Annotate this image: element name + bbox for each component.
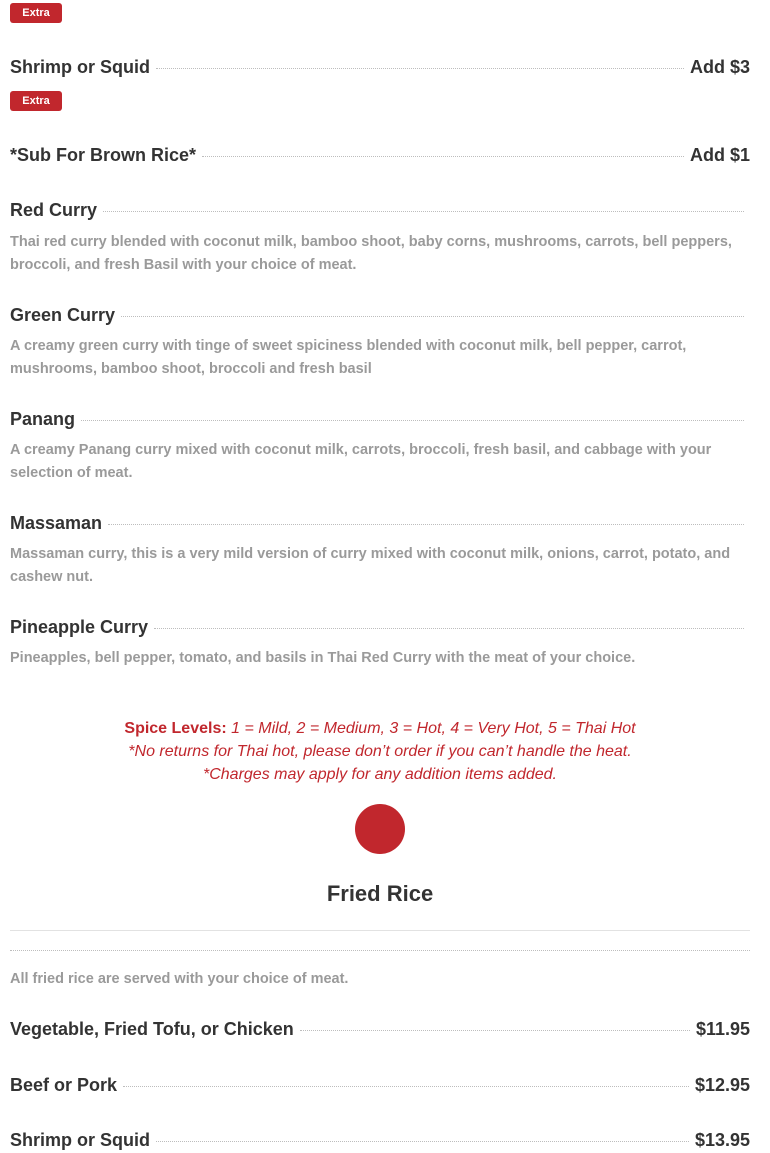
addon-price: Add $1 <box>689 145 750 165</box>
dotted-leader <box>202 156 684 157</box>
menu-item-title <box>10 513 750 534</box>
menu-item-title <box>10 305 750 326</box>
menu-item-name: Pineapple Curry <box>10 617 149 637</box>
menu-item-price: $11.95 <box>695 1019 750 1039</box>
menu-item-name: Beef or Pork <box>10 1075 118 1095</box>
extra-badge: Extra <box>10 3 62 23</box>
dotted-leader <box>81 420 744 421</box>
no-returns-note: *No returns for Thai hot, please don’t order if you can’t handle the heat. <box>128 743 632 760</box>
dotted-leader <box>300 1030 690 1031</box>
menu-item-row <box>10 1019 750 1040</box>
menu-item-row <box>10 1075 750 1096</box>
extra-badge-container <box>10 3 750 23</box>
addon-row <box>10 145 750 166</box>
section-divider <box>10 930 750 931</box>
menu-item-description: Thai red curry blended with coconut milk, bamboo shoot, baby corns, mushrooms, carrots, bell peppers, broccoli, and fresh Basil with your choice of meat. <box>10 234 732 273</box>
menu-item-name: Shrimp or Squid <box>10 1130 151 1150</box>
extra-badge: Extra <box>10 91 62 111</box>
section-divider-icon <box>355 804 405 854</box>
menu-item-description: Massaman curry, this is a very mild version of curry mixed with coconut milk, onions, carrot, potato, and cashew nut. <box>10 546 731 585</box>
menu-item-description: Pineapples, bell pepper, tomato, and basils in Thai Red Curry with the meat of your choice. <box>10 650 636 666</box>
menu-item-description: A creamy Panang curry mixed with coconut milk, carrots, broccoli, fresh basil, and cabbage with your selection of meat. <box>10 442 712 481</box>
menu-item-price: $13.95 <box>694 1130 750 1150</box>
dotted-leader <box>156 68 684 69</box>
menu-item-name: Red Curry <box>10 200 98 220</box>
dotted-leader <box>156 1141 689 1142</box>
menu-item-description: A creamy green curry with tinge of sweet spiciness blended with coconut milk, bell pepper, carrot, mushrooms, bamboo shoot, broccoli and fresh basil <box>10 338 687 377</box>
section-divider-dotted <box>10 950 750 951</box>
extra-badge-container <box>10 91 750 111</box>
menu-item-row <box>10 1130 750 1151</box>
menu-item-name: Green Curry <box>10 305 116 325</box>
menu-item-title <box>10 409 750 430</box>
addon-row <box>10 57 750 78</box>
spice-levels-label: Spice Levels: <box>124 720 227 737</box>
addon-name: Shrimp or Squid <box>10 57 151 77</box>
addon-name: *Sub For Brown Rice* <box>10 145 197 165</box>
menu-item-price: $12.95 <box>694 1075 750 1095</box>
spice-levels-note <box>10 717 750 740</box>
menu-item-title <box>10 617 750 638</box>
section-intro: All fried rice are served with your choice of meat. <box>10 971 349 987</box>
menu-item-name: Panang <box>10 409 76 429</box>
charges-note: *Charges may apply for any addition items added. <box>203 766 557 783</box>
dotted-leader <box>154 628 744 629</box>
section-title: Fried Rice <box>326 881 434 906</box>
dotted-leader <box>121 316 744 317</box>
dotted-leader <box>108 524 744 525</box>
menu-item-name: Vegetable, Fried Tofu, or Chicken <box>10 1019 294 1039</box>
menu-item-title <box>10 200 750 221</box>
dotted-leader <box>123 1086 689 1087</box>
dotted-leader <box>103 211 744 212</box>
spice-levels-values: 1 = Mild, 2 = Medium, 3 = Hot, 4 = Very Hot, 5 = Thai Hot <box>226 720 636 737</box>
menu-item-name: Massaman <box>10 513 103 533</box>
addon-price: Add $3 <box>689 57 750 77</box>
